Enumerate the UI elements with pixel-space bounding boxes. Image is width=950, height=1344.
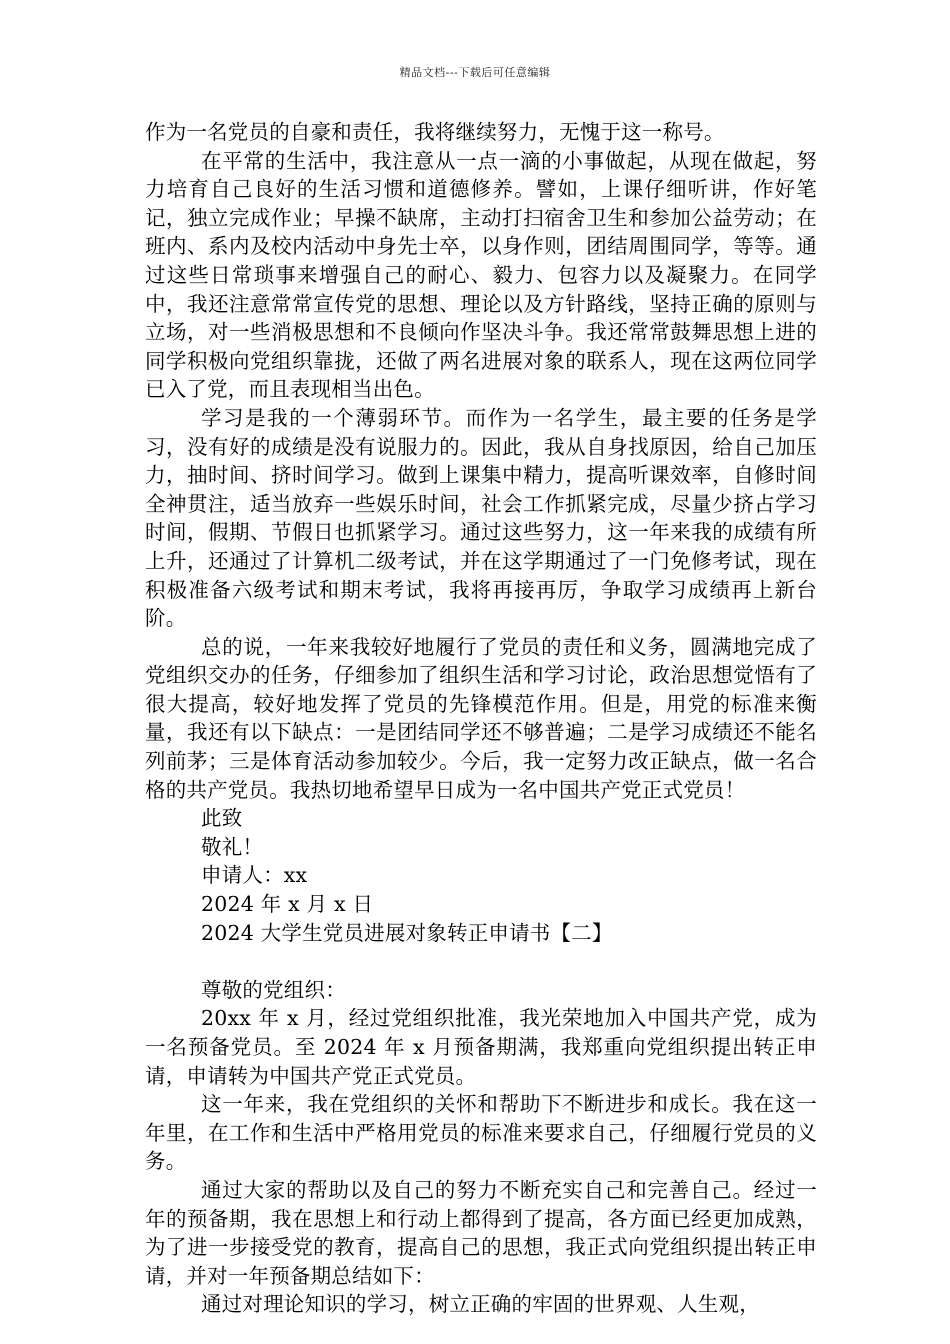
paragraph-growth: 这一年来，我在党组织的关怀和帮助下不断进步和成长。我在这一年里，在工作和生活中严格用党员的标准来要求自己，仔细履行党员的义务。 xyxy=(145,1092,817,1174)
paragraph-theory: 通过对理论知识的学习，树立正确的牢固的世界观、人生观， xyxy=(201,1292,760,1317)
paragraph-study: 学习是我的一个薄弱环节。而作为一名学生，最主要的任务是学习，没有好的成绩是没有说服力的。因此，我从自身找原因，给自己加压力，抽时间、挤时间学习。做到上课集中精力，提高听课效率，自修时间全神贯注，适当放弃一些娱乐时间，社会工作抓紧完成，尽量少挤占学习时间，假期、节假日也抓紧学习。通过这些努力，这一年来我的成绩有所上升，还通过了计算机二级考试，并在这学期通过了一门免修考试，现在积极准备六级考试和期末考试，我将再接再厉，争取学习成绩再上新台阶。 xyxy=(145,405,817,631)
salutation: 尊敬的党组织： xyxy=(201,977,346,1002)
paragraph-admission: 20xx 年 x 月，经过党组织批准，我光荣地加入中国共产党，成为一名预备党员。至 2024 年 x 月预备期满，我郑重向党组织提出转正申请，申请转为中国共产党正式党员。 xyxy=(145,1006,817,1088)
paragraph-daily-life: 在平常的生活中，我注意从一点一滴的小事做起，从现在做起，努力培育自己良好的生活习惯和道德修养。譬如，上课仔细听讲，作好笔记，独立完成作业；早操不缺席，主动打扫宿舍卫生和参加公益劳动；在班内、系内及校内活动中身先士卒，以身作则，团结周围同学，等等。通过这些日常琐事来增强自己的耐心、毅力、包容力以及凝聚力。在同学中，我还注意常常宣传党的思想、理论以及方针路线，坚持正确的原则与立场，对一些消极思想和不良倾向作坚决斗争。我还常常鼓舞思想上进的同学积极向党组织靠拢，还做了两名进展对象的联系人，现在这两位同学已入了党，而且表现相当出色。 xyxy=(145,148,817,402)
page-header: 精品文档---下载后可任意编辑 xyxy=(399,66,551,79)
paragraph-application: 通过大家的帮助以及自己的努力不断充实自己和完善自己。经过一年的预备期，我在思想上和行动上都得到了提高，各方面已经更加成熟，为了进一步接受党的教育，提高自己的思想，我正式向党组织提出转正申请，并对一年预备期总结如下： xyxy=(145,1177,817,1288)
document-body xyxy=(145,118,817,1319)
paragraph-summary: 总的说，一年来我较好地履行了党员的责任和义务，圆满地完成了党组织交办的任务，仔细参加了组织生活和学习讨论，政治思想觉悟有了很大提高，较好地发挥了党员的先锋模范作用。但是，用党的标准来衡量，我还有以下缺点：一是团结同学还不够普遍；二是学习成绩还不能名列前茅；三是体育活动参加较少。今后，我一定努力改正缺点，做一名合格的共产党员。我热切地希望早日成为一名中国共产党正式党员！ xyxy=(145,634,817,802)
closing-line-jingli: 敬礼！ xyxy=(201,834,264,859)
closing-line-cizhi: 此致 xyxy=(201,806,243,831)
letter-date: 2024 年 x 月 x 日 xyxy=(201,892,374,917)
section-title: 2024 大学生党员进展对象转正申请书【二】 xyxy=(201,920,613,945)
applicant-signature: 申请人：xx xyxy=(201,863,308,888)
paragraph-continuation: 作为一名党员的自豪和责任，我将继续努力，无愧于这一称号。 xyxy=(145,120,725,144)
blank-line xyxy=(145,947,817,976)
